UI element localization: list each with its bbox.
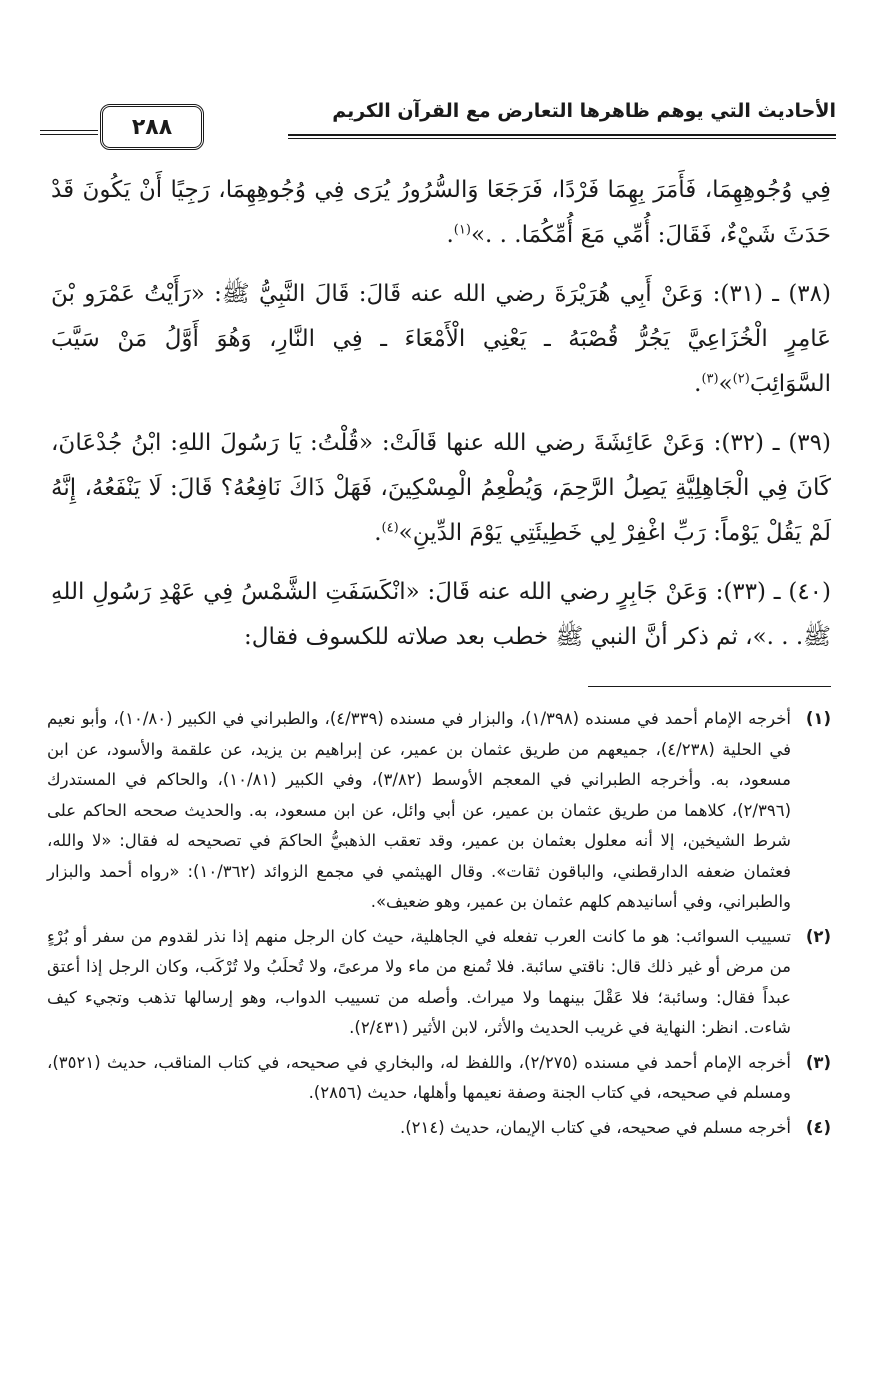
hadith-40 xyxy=(51,570,831,660)
closing-quote: » xyxy=(718,371,733,397)
paragraph-text: فِي وُجُوهِهِمَا، فَأَمَرَ بِهِمَا فَرْدًا، فَرَجَعَا وَالسُّرُورُ يُرَى فِي وُجُوهِهِمَا، رَجِيًا أَنْ يَكُونَ قَدْ حَدَثَ شَيْءٌ، فَقَالَ: أُمِّي مَعَ أُمِّكُمَا. . .» xyxy=(51,177,831,248)
badge-rule-thin xyxy=(40,134,98,135)
footnote-number: (٢) xyxy=(805,926,831,946)
footnote-text: أخرجه مسلم في صحيحه، في كتاب الإيمان، حديث (٢١٤). xyxy=(399,1117,791,1137)
footnote-text: أخرجه الإمام أحمد في مسنده (١/٣٩٨)، والبزار في مسنده (٤/٣٣٩)، والطبراني في الكبير (١٠/٨٠)، وأبو نعيم في الحلية (٤/٢٣٨)، جميعهم من طريق عثمان بن عمير، عن إبراهيم بن يزيد، عن علقمة والأسود، عن ابن مسعود، به. وأخرجه الطبراني في المعجم الأوسط (٣/٨٢)، وفي الكبير (١٠/٨١)، والحاكم في المستدرك (٢/٣٩٦)، كلاهما من طريق عثمان بن عمير، عن أبي وائل، عن ابن مسعود، به. والحديث صححه الحاكم على شرط الشيخين، إلا أنه معلول بعثمان بن عمير، وقد تعقب الذهبيُّ الحاكمَ في تصحيحه له فقال: «لا والله، فعثمان ضعفه الدارقطني، والباقون ثقات». وقال الهيثمي في مجمع الزوائد (١٠/٣٦٢): «رواه أحمد والبزار والطبراني، وفي أسانيدهم كلهم عثمان بن عمير، وهو ضعيف». xyxy=(47,709,791,911)
main-text xyxy=(51,168,831,668)
footnote-ref[interactable]: (٢) xyxy=(732,371,750,387)
paragraph-text: (٣٩) ـ (٣٢): وَعَنْ عَائِشَةَ رضي الله عنها قَالَتْ: «قُلْتُ: يَا رَسُولَ اللهِ: ابْنُ جُدْعَانَ، كَانَ فِي الْجَاهِلِيَّةِ يَصِلُ الرَّحِمَ، وَيُطْعِمُ الْمِسْكِينَ، فَهَلْ ذَاكَ نَافِعُهُ؟ قَالَ: لَا يَنْفَعُهُ، إِنَّهُ لَمْ يَقُلْ يَوْماً: رَبِّ اغْفِرْ لِي خَطِيئَتِي يَوْمَ الدِّينِ» xyxy=(51,430,831,546)
header-rule xyxy=(288,134,836,136)
badge-rule xyxy=(40,130,98,131)
hadith-39 xyxy=(51,421,831,556)
header-rule-thin xyxy=(288,138,836,139)
footnote-number: (١) xyxy=(805,709,831,728)
footnote-ref[interactable]: (٣) xyxy=(701,371,719,387)
footnote-text: أخرجه الإمام أحمد في مسنده (٢/٢٧٥)، واللفظ له، والبخاري في صحيحه، في كتاب المناقب، حديث (٣٥٢١)، ومسلم في صحيحه، في كتاب الجنة وصفة نعيمها وأهلها، حديث (٢٨٥٦). xyxy=(47,1052,792,1102)
paragraph-tail: . xyxy=(446,222,454,248)
footnote-ref[interactable]: (٤) xyxy=(381,520,399,536)
running-header xyxy=(40,96,836,156)
page-number-frame xyxy=(100,104,204,150)
footnote-ref[interactable]: (١) xyxy=(453,222,471,238)
paragraph-text: (٤٠) ـ (٣٣): وَعَنْ جَابِرٍ رضي الله عنه قَالَ: «انْكَسَفَتِ الشَّمْسُ فِي عَهْدِ رَسُولِ اللهِ ﷺ. . .»، ثم ذكر أنَّ النبي ﷺ خطب بعد صلاته للكسوف فقال: xyxy=(51,579,832,650)
footnote xyxy=(47,1048,831,1109)
footnote-number: (٤) xyxy=(805,1117,831,1137)
footnote-separator xyxy=(588,686,831,687)
paragraph-tail: . xyxy=(694,371,702,397)
running-title: الأحاديث التي يوهم ظاهرها التعارض مع القرآن الكريم xyxy=(332,100,836,122)
footnote xyxy=(47,922,831,1044)
paragraph-tail: . xyxy=(374,520,382,546)
paragraph-continuation xyxy=(51,168,831,258)
footnote xyxy=(47,704,831,918)
paragraph-text: (٣٨) ـ (٣١): وَعَنْ أَبِي هُرَيْرَةَ رضي الله عنه قَالَ: قَالَ النَّبِيُّ ﷺ: «رَأَيْتُ عَمْرَو بْنَ عَامِرٍ الْخُزَاعِيَّ يَجُرُّ قُصْبَهُ ـ يَعْنِي الْأَمْعَاءَ ـ فِي النَّارِ، وَهُوَ أَوَّلُ مَنْ سَيَّبَ السَّوَائِبَ xyxy=(51,281,831,397)
page-number: ٢٨٨ xyxy=(131,114,173,140)
footnote-text: تسييب السوائب: هو ما كانت العرب تفعله في الجاهلية، حيث كان الرجل منهم إذا نذر لقدوم من سفر أو بُرْءٍ من مرض أو غير ذلك قال: ناقتي سائبة. فلا تُمنع من ماء ولا مرعىً، ولا تُحلَبُ ولا تُرْكَب، وكان الرجل إذا أعتق عبداً فقال: وسائبة؛ فلا عَقْلَ بينهما ولا ميراث. وأصله من تسييب الدواب، وهو إرسالها تذهب وتجيء كيف شاءت. انظر: النهاية في غريب الحديث والأثر، لابن الأثير (٢/٤٣١). xyxy=(47,926,791,1037)
footnote xyxy=(47,1113,831,1144)
footnote-number: (٣) xyxy=(805,1052,831,1072)
hadith-38 xyxy=(51,272,831,407)
footnotes xyxy=(47,704,831,1147)
